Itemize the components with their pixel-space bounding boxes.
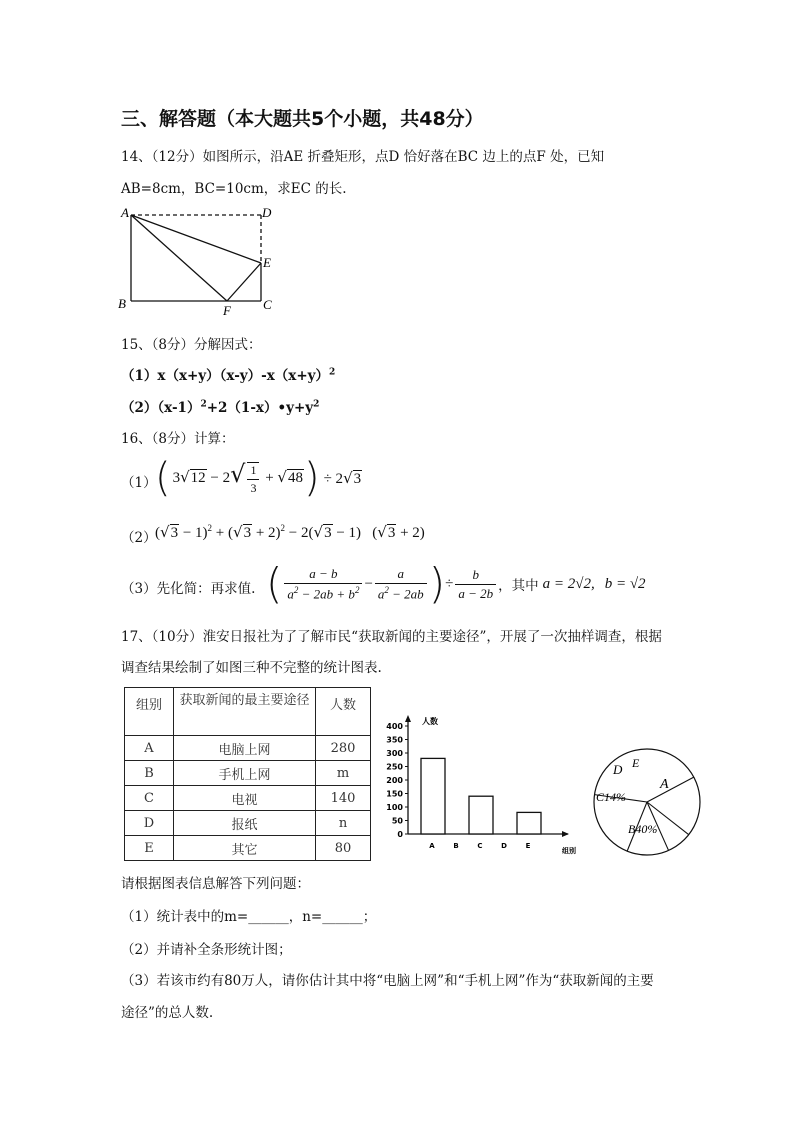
q15-part2-text-a: （2）（x-1）: [121, 400, 201, 416]
point-a-label: A: [121, 205, 129, 220]
y-tick-label: 300: [386, 749, 403, 758]
pie-chart: [590, 743, 705, 858]
table-cell: n: [316, 811, 371, 836]
table-cell: C: [125, 786, 174, 811]
y-tick-label: 150: [386, 789, 403, 799]
x-tick-label: D: [501, 842, 507, 850]
bar-e: [517, 812, 541, 834]
pie-label-a: A: [660, 777, 669, 792]
y-tick-label: 400: [386, 722, 403, 731]
table-cell: 80: [316, 836, 371, 861]
table-cell: 报纸: [174, 811, 316, 836]
table-cell: A: [125, 736, 174, 761]
q14-line2: AB=8cm，BC=10cm，求EC 的长.: [121, 181, 347, 197]
table-row: [125, 786, 371, 811]
q16-part3-expression: ( $\frac{a - b}{a^2 - 2ab + b^2}$ − $\frac{a}{a^2 - 2ab}$ ) ÷ $\frac{b}{a - 2b}$ ，其中 a = 2√2, b = √2: [266, 559, 646, 608]
table-cell: 电脑上网: [174, 736, 316, 761]
pie-label-d: D: [613, 762, 623, 777]
point-b-label: B: [118, 296, 126, 311]
q16-header: 16、（8分）计算：: [121, 431, 235, 447]
q15-part1-text: （1）x（x+y）（x-y）-x（x+y）: [121, 368, 330, 384]
table-cell: 手机上网: [174, 761, 316, 786]
table-header-cell: 人数: [316, 688, 371, 736]
q15-part2: [121, 396, 319, 416]
q17-sub3-line2: 途径”的总人数.: [121, 1005, 214, 1021]
y-tick-label: 50: [391, 816, 403, 826]
x-axis-label: 组别: [562, 847, 576, 855]
table-row: [125, 836, 371, 861]
q17-sub3-line1: （3）若该市约有80万人，请你估计其中将“电脑上网”和“手机上网”作为“获取新闻的主要: [121, 973, 654, 989]
q15-part2-text-b: +2（1-x）•y+y: [206, 400, 314, 416]
table-cell: m: [316, 761, 371, 786]
q15-part1-exponent: 2: [329, 367, 336, 378]
table-cell: 280: [316, 736, 371, 761]
y-tick-label: 250: [386, 762, 403, 772]
rectangle-fold-figure: [115, 203, 285, 318]
q16-part2-label: （2）: [121, 530, 157, 546]
x-tick-label: C: [477, 842, 483, 850]
table-row: [125, 736, 371, 761]
q15-part2-exponent2: 2: [313, 399, 320, 410]
q14-line1: 14、（12分）如图所示，沿AE 折叠矩形，点D 恰好落在BC 边上的点F 处，已知: [121, 149, 605, 165]
q16-part3-label: （3）先化简：再求值.: [121, 581, 256, 597]
q17-sub1: （1）统计表中的m=______，n=______；: [121, 909, 377, 925]
q16-part2-expression: $(√3 - 1)^2 + (√3 + 2)^2 - 2(√3 - 1)$ (√3 + 2): [155, 523, 425, 541]
q17-line1: 17、（10分）淮安日报社为了了解市民“获取新闻的主要途径”，开展了一次抽样调查，根据: [121, 629, 662, 645]
pie-label-c: C14%: [596, 790, 626, 804]
y-tick-label: 100: [386, 803, 403, 812]
q16-part3-b-value: b = √2: [604, 575, 646, 592]
table-cell: 140: [316, 786, 371, 811]
y-axis-arrow: [405, 715, 411, 722]
q17-sub2: （2）并请补全条形统计图；: [121, 942, 292, 958]
table-row: [125, 761, 371, 786]
table-cell: 电视: [174, 786, 316, 811]
q17-line2: 调查结果绘制了如图三种不完整的统计图表.: [121, 660, 382, 676]
q16-part1-expression: ( 3√12 − 2√ $\frac{1}{3}$ + √48 ) ÷ 2√3: [155, 455, 362, 501]
point-f-label: F: [223, 303, 231, 318]
table-cell: E: [125, 836, 174, 861]
q15-part1: [121, 364, 335, 384]
pie-label-b: B40%: [628, 822, 658, 836]
table-cell: D: [125, 811, 174, 836]
stat-table: [124, 687, 371, 861]
section-title: 三、解答题（本大题共5个小题，共48分）: [121, 108, 484, 130]
point-c-label: C: [263, 297, 272, 312]
point-e-label: E: [263, 255, 271, 270]
y-axis-label: 人数: [422, 717, 438, 726]
q16-part3-where: ，其中: [498, 578, 539, 594]
bar-a: [421, 758, 445, 834]
point-d-label: D: [262, 205, 272, 220]
y-tick-label: 200: [386, 776, 403, 785]
table-cell: B: [125, 761, 174, 786]
q15-part2-exponent: 2: [200, 399, 207, 410]
q16-part3-a-value: a = 2√2,: [542, 575, 595, 592]
pie-label-e: E: [632, 756, 640, 770]
y-tick-label: 0: [397, 830, 403, 839]
x-axis-arrow: [562, 831, 569, 837]
x-tick-label: E: [525, 842, 531, 850]
table-cell: 其它: [174, 836, 316, 861]
q17-instructions: 请根据图表信息解答下列问题：: [121, 876, 310, 892]
x-tick-label: A: [429, 842, 435, 850]
table-header-row: [125, 688, 371, 736]
q15-header: 15、（8分）分解因式：: [121, 337, 262, 353]
y-tick-label: 350: [386, 735, 403, 745]
x-tick-label: B: [453, 842, 459, 850]
bar-chart: [378, 712, 583, 858]
table-header-cell: 获取新闻的最主要途径: [174, 688, 316, 736]
q16-part1-label: （1）: [121, 475, 157, 491]
table-row: [125, 811, 371, 836]
bar-c: [469, 796, 493, 834]
table-header-cell: 组别: [125, 688, 174, 736]
